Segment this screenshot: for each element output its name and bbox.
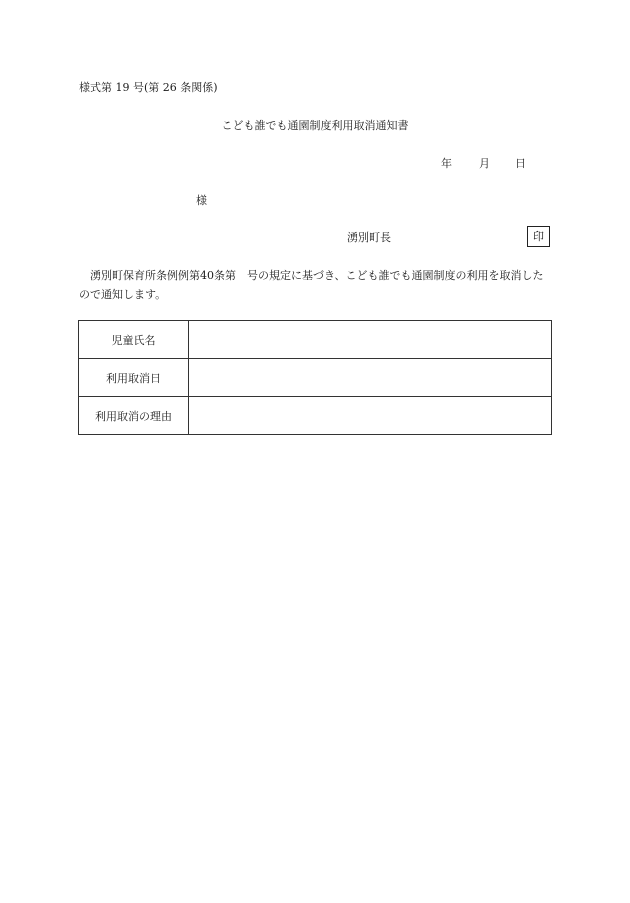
addressee-honorific: 様	[196, 194, 207, 207]
date-day: 日	[515, 157, 526, 170]
notice-body-text: 湧別町保育所条例例第40条第 号の規定に基づき、こども誰でも通園制度の利用を取消したので通知します。	[79, 269, 544, 301]
table-row	[79, 359, 552, 397]
child-name-field[interactable]	[189, 321, 552, 359]
date-line	[441, 157, 526, 171]
table-row	[79, 397, 552, 435]
document-title: こども誰でも通園制度利用取消通知書	[221, 119, 409, 132]
row-label-child-name: 児童氏名	[79, 321, 189, 359]
cancel-reason-field[interactable]	[189, 397, 552, 435]
form-number: 様式第 19 号(第 26 条関係)	[79, 81, 218, 94]
issuer-name: 湧別町長	[347, 231, 391, 244]
row-label-cancel-reason: 利用取消の理由	[79, 397, 189, 435]
cancel-date-field[interactable]	[189, 359, 552, 397]
table-row	[79, 321, 552, 359]
row-label-cancel-date: 利用取消日	[79, 359, 189, 397]
date-year: 年	[441, 157, 452, 170]
date-month: 月	[479, 157, 490, 170]
info-table	[78, 320, 552, 435]
seal-box: 印	[527, 226, 550, 247]
